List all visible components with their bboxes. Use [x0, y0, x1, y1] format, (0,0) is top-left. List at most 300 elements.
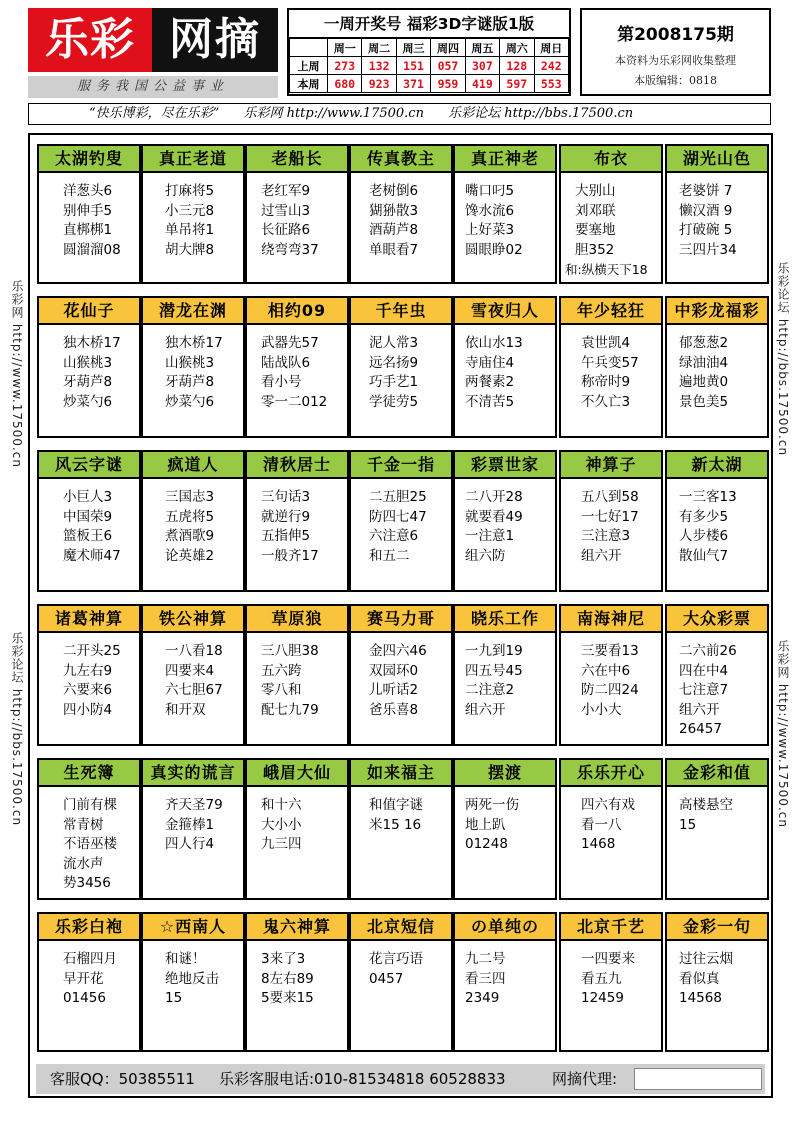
- riddle-card-title: 峨眉大仙: [247, 760, 347, 787]
- riddle-card: [559, 604, 663, 746]
- riddle-card: [665, 450, 769, 592]
- riddle-card-body: [39, 941, 139, 1009]
- riddle-line: 门前有棵: [63, 797, 117, 813]
- riddle-card-title: 传真教主: [351, 146, 451, 173]
- riddle-card-title: 潜龙在渊: [143, 298, 243, 325]
- riddle-line: 三注意3: [581, 528, 631, 544]
- riddle-line: 一九到19: [465, 643, 523, 659]
- riddle-line: 防二四24: [581, 682, 639, 698]
- riddle-card: [141, 758, 245, 900]
- riddle-card: [37, 758, 141, 900]
- riddle-line: 陆战队6: [261, 354, 311, 371]
- riddle-line: 打麻将5: [165, 183, 215, 199]
- riddle-card-body: [39, 325, 139, 412]
- riddle-line: 煮酒歌9: [165, 528, 215, 544]
- riddle-line: 地上趴: [465, 816, 506, 833]
- riddle-card: [665, 912, 769, 1052]
- riddle-card: [37, 912, 141, 1052]
- last-week-number: 307: [465, 57, 499, 75]
- riddle-card-title: 南海神尼: [561, 606, 661, 633]
- riddle-card: [349, 144, 453, 284]
- this-week-number: 553: [534, 75, 568, 93]
- riddle-card-body: [455, 787, 555, 855]
- riddle-line: 打破碗 5: [679, 222, 733, 238]
- riddle-line: 就要看49: [465, 508, 523, 525]
- riddle-card: [453, 144, 557, 284]
- issue-panel: [580, 8, 771, 96]
- riddle-line: 组六开: [465, 701, 506, 718]
- riddle-card-title: の单纯の: [455, 914, 555, 941]
- riddle-card-title: 北京短信: [351, 914, 451, 941]
- riddle-card-body: [247, 173, 347, 260]
- riddle-line: 12459: [581, 990, 624, 1006]
- riddle-card-body: [455, 325, 555, 412]
- last-week-number: 242: [534, 57, 568, 75]
- riddle-line: 一七好17: [581, 508, 639, 525]
- riddle-line: 组六防: [465, 547, 506, 564]
- riddle-line: 胆352: [575, 241, 615, 258]
- riddle-line: 15: [679, 816, 697, 833]
- footer-agent-label: 网摘代理:: [552, 1070, 618, 1088]
- agent-input-box[interactable]: [634, 1068, 762, 1090]
- riddle-line: 三句话3: [261, 489, 311, 505]
- issue-note: 本资料为乐彩网收集整理: [615, 54, 736, 67]
- riddle-line: 五虎将5: [165, 508, 215, 525]
- riddle-line: 三国志3: [165, 489, 215, 505]
- riddle-card: [559, 450, 663, 592]
- riddle-line: 长征路6: [261, 222, 311, 238]
- riddle-card-title: 真实的谎言: [143, 760, 243, 787]
- riddle-card-body: [667, 173, 767, 260]
- riddle-card-title: 清秋居士: [247, 452, 347, 479]
- riddle-line: 景色美5: [679, 393, 729, 410]
- riddle-card: [349, 296, 453, 438]
- last-week-number: 151: [396, 57, 430, 75]
- riddle-line: 四小防4: [63, 701, 113, 718]
- riddle-line: 老树倒6: [369, 183, 419, 199]
- last-week-number: 128: [500, 57, 534, 75]
- riddle-card: [37, 604, 141, 746]
- riddle-line: 七注意7: [679, 682, 729, 698]
- riddle-card-body: [39, 173, 139, 260]
- riddle-card-title: 北京千艺: [561, 914, 661, 941]
- riddle-line: 配七九79: [261, 701, 319, 718]
- riddle-line: 爸乐喜8: [369, 701, 419, 718]
- issue-editor: 本版编辑：0818: [634, 74, 717, 87]
- weekday-cell: 周二: [362, 39, 396, 57]
- riddle-line: 独木桥17: [63, 335, 121, 351]
- riddle-card-body: [561, 325, 661, 412]
- riddle-card-title: 真正老道: [143, 146, 243, 173]
- riddle-line: 大别山: [575, 183, 616, 199]
- weekday-cell: 周一: [328, 39, 362, 57]
- riddle-card-title: 中彩龙福彩: [667, 298, 767, 325]
- riddle-card-title: 千年虫: [351, 298, 451, 325]
- riddle-line: 二注意2: [465, 682, 515, 698]
- last-week-label: 上周: [290, 57, 328, 75]
- riddle-card: [453, 296, 557, 438]
- riddle-card: [141, 604, 245, 746]
- riddle-line: 胡大牌8: [165, 241, 215, 258]
- riddle-line: 袁世凯4: [581, 335, 631, 351]
- riddle-line: 势3456: [63, 875, 111, 891]
- riddle-line: 看一八: [581, 816, 622, 833]
- riddle-card: [453, 912, 557, 1052]
- riddle-card-body: [561, 787, 661, 855]
- riddle-line: 一八看18: [165, 643, 223, 659]
- riddle-line: 绝地反击: [165, 970, 219, 987]
- riddle-line: 组六开: [679, 701, 720, 718]
- lottery-panel: [287, 8, 571, 96]
- riddle-card-body: [561, 173, 661, 280]
- riddle-line: 圆溜溜08: [63, 241, 121, 258]
- riddle-card-title: 真正神老: [455, 146, 555, 173]
- riddle-card: [559, 296, 663, 438]
- riddle-line: 老婆饼 7: [679, 183, 733, 199]
- riddle-line: 寺庙住4: [465, 354, 515, 371]
- riddle-line: 六在中6: [581, 662, 631, 679]
- slogan-site-link[interactable]: 乐彩网 http://www.17500.cn: [243, 106, 424, 121]
- riddle-card-body: [143, 787, 243, 855]
- riddle-line: 武器先57: [261, 335, 319, 351]
- riddle-card-title: 年少轻狂: [561, 298, 661, 325]
- riddle-card-title: 老船长: [247, 146, 347, 173]
- riddle-line: 小巨人3: [63, 489, 113, 505]
- riddle-card: [665, 296, 769, 438]
- riddle-card: [559, 912, 663, 1052]
- riddle-line: 四五号45: [465, 662, 523, 679]
- riddle-line: 五指伸5: [261, 528, 311, 544]
- side-text-left-top: 乐彩网 http://www.17500.cn: [10, 280, 24, 468]
- riddle-line: 二八开28: [465, 489, 523, 505]
- riddle-line: 泥人常3: [369, 335, 419, 351]
- riddle-card: [349, 450, 453, 592]
- riddle-card-body: [39, 787, 139, 894]
- riddle-card: [245, 450, 349, 592]
- riddle-line: 学徒劳5: [369, 393, 419, 410]
- riddle-line: 中国荣9: [63, 508, 113, 525]
- riddle-card-title: 新太湖: [667, 452, 767, 479]
- riddle-card: [665, 604, 769, 746]
- weekday-cell: 周三: [396, 39, 430, 57]
- riddle-line: 老红军9: [261, 183, 311, 199]
- logo: [28, 8, 278, 96]
- riddle-card-body: [455, 173, 555, 260]
- riddle-card-title: 风云字谜: [39, 452, 139, 479]
- riddle-line: 单吊将1: [165, 222, 215, 238]
- riddle-line: 三八胆38: [261, 643, 319, 659]
- riddle-card-title: 相约09: [247, 298, 347, 325]
- riddle-line: 六要来6: [63, 682, 113, 698]
- riddle-card-title: 乐彩白袍: [39, 914, 139, 941]
- riddle-line: 常青树: [63, 816, 104, 833]
- riddle-card: [141, 144, 245, 284]
- corner-cell: [290, 39, 328, 57]
- riddle-line: 四要来4: [165, 662, 215, 679]
- lottery-title: 一周开奖号 福彩3D字谜版1版: [289, 10, 569, 38]
- side-text-right-top: 乐彩论坛 http://bbs.17500.cn: [776, 262, 790, 457]
- riddle-card: [453, 604, 557, 746]
- riddle-card: [453, 450, 557, 592]
- riddle-line: 郁葱葱2: [679, 335, 729, 351]
- riddle-line: 三要看13: [581, 643, 639, 659]
- riddle-card-title: 花仙子: [39, 298, 139, 325]
- riddle-line: 五六跨: [261, 662, 302, 679]
- riddle-line: 齐天圣79: [165, 797, 223, 813]
- riddle-line: 人步楼6: [679, 528, 729, 544]
- riddle-line: 二开头25: [63, 643, 121, 659]
- riddle-card-body: [143, 633, 243, 720]
- riddle-card-body: [143, 173, 243, 260]
- riddle-line: 和值字谜: [369, 797, 423, 813]
- riddle-line: 圆眼睁02: [465, 241, 523, 258]
- riddle-card-body: [247, 325, 347, 412]
- last-week-number: 057: [431, 57, 465, 75]
- riddle-card: [665, 144, 769, 284]
- weekday-cell: 周日: [534, 39, 568, 57]
- riddle-line: 两死一伤: [465, 797, 519, 813]
- riddle-line: 看似真: [679, 970, 720, 987]
- riddle-card-body: [667, 479, 767, 566]
- riddle-card: [245, 296, 349, 438]
- riddle-card: [559, 758, 663, 900]
- riddle-card: [141, 296, 245, 438]
- riddle-card-body: [351, 941, 451, 989]
- this-week-label: 本周: [290, 75, 328, 93]
- riddle-line: 5要来15: [261, 990, 314, 1006]
- riddle-card-title: 乐乐开心: [561, 760, 661, 787]
- riddle-line: 六七胆67: [165, 682, 223, 698]
- riddle-line: 九左右9: [63, 662, 113, 679]
- slogan-forum-link[interactable]: 乐彩论坛 http://bbs.17500.cn: [448, 106, 634, 121]
- riddle-line: 0457: [369, 970, 404, 987]
- riddle-card-title: 神算子: [561, 452, 661, 479]
- riddle-line: 和开双: [165, 701, 206, 718]
- riddle-card-body: [143, 325, 243, 412]
- riddle-line: 过往云烟: [679, 951, 733, 967]
- riddle-line: 和谜！: [165, 951, 206, 967]
- riddle-line: 六注意6: [369, 528, 419, 544]
- riddle-line: 8左右89: [261, 970, 314, 987]
- riddle-card-title: ☆西南人: [143, 914, 243, 941]
- logo-subtitle: 服务我国公益事业: [28, 76, 278, 98]
- weekday-cell: 周四: [431, 39, 465, 57]
- riddle-line: 花言巧语: [369, 951, 423, 967]
- riddle-line: 巧手艺1: [369, 374, 419, 390]
- riddle-card: [141, 450, 245, 592]
- riddle-grid: [28, 133, 773, 1098]
- riddle-line: 四在中4: [679, 662, 729, 679]
- riddle-card-body: [351, 787, 451, 835]
- riddle-line: 四人行4: [165, 836, 215, 852]
- riddle-line: 两餐素2: [465, 374, 515, 390]
- footer-bar: [36, 1064, 765, 1094]
- riddle-line: 一般齐17: [261, 547, 319, 564]
- riddle-line: 2349: [465, 990, 500, 1006]
- riddle-card-title: 金彩一句: [667, 914, 767, 941]
- riddle-line: 不语巫楼: [63, 836, 117, 852]
- riddle-card-title: 雪夜归人: [455, 298, 555, 325]
- riddle-card-title: 湖光山色: [667, 146, 767, 173]
- riddle-line: 九三四: [261, 836, 302, 852]
- riddle-card-title: 大众彩票: [667, 606, 767, 633]
- riddle-card: [37, 296, 141, 438]
- riddle-line: 看小号: [261, 374, 302, 390]
- riddle-card-body: [667, 325, 767, 412]
- last-week-number: 273: [328, 57, 362, 75]
- riddle-card: [349, 758, 453, 900]
- last-week-number: 132: [362, 57, 396, 75]
- riddle-line: 称帝时9: [581, 374, 631, 390]
- riddle-line: 散仙气7: [679, 547, 729, 564]
- riddle-card-title: 赛马力哥: [351, 606, 451, 633]
- riddle-line: 馋水流6: [465, 202, 515, 219]
- riddle-card-title: 草原狼: [247, 606, 347, 633]
- riddle-card: [245, 758, 349, 900]
- riddle-line: 26457: [679, 721, 722, 737]
- riddle-line: 儿听话2: [369, 682, 419, 698]
- riddle-line: 米15 16: [369, 816, 422, 833]
- riddle-line: 流水声: [63, 855, 104, 872]
- riddle-card-title: 太湖钓叟: [39, 146, 139, 173]
- riddle-line: 山猴桃3: [165, 354, 215, 371]
- riddle-card-title: 生死簿: [39, 760, 139, 787]
- riddle-card: [665, 758, 769, 900]
- riddle-card-body: [247, 941, 347, 1009]
- weekday-cell: 周五: [465, 39, 499, 57]
- riddle-card: [141, 912, 245, 1052]
- riddle-line: 四六有戏: [581, 797, 635, 813]
- riddle-card: [559, 144, 663, 284]
- riddle-line: 要塞地: [575, 222, 616, 238]
- riddle-card-title: 布衣: [561, 146, 661, 173]
- footer-phone: 乐彩客服电话:010-81534818 60528833: [219, 1070, 506, 1088]
- riddle-card-body: [351, 173, 451, 260]
- riddle-card-body: [561, 941, 661, 1009]
- riddle-line: 零八和: [261, 682, 302, 698]
- riddle-line: 别伸手5: [63, 202, 113, 219]
- riddle-line: 单眼看7: [369, 241, 419, 258]
- riddle-card-body: [455, 633, 555, 720]
- riddle-line: 小三元8: [165, 202, 215, 219]
- riddle-line: 论英雄2: [165, 547, 215, 564]
- footer-qq: 客服QQ：50385511: [50, 1070, 195, 1088]
- riddle-card-body: [39, 633, 139, 720]
- riddle-line: 猢狲散3: [369, 202, 419, 219]
- riddle-card-body: [667, 941, 767, 1009]
- riddle-line: 篮板王6: [63, 528, 113, 544]
- riddle-card-body: [143, 479, 243, 566]
- riddle-line: 二五胆25: [369, 489, 427, 505]
- logo-black-text: 网摘: [152, 8, 278, 72]
- riddle-line: 不清苦5: [465, 393, 515, 410]
- riddle-line: 二六前26: [679, 643, 737, 659]
- riddle-card-body: [351, 479, 451, 566]
- riddle-line: 大小小: [261, 816, 302, 833]
- riddle-line: 过雪山3: [261, 202, 311, 219]
- riddle-line: 组六开: [581, 547, 622, 564]
- this-week-number: 959: [431, 75, 465, 93]
- riddle-card-body: [561, 479, 661, 566]
- riddle-line: 金箍棒1: [165, 816, 215, 833]
- riddle-line: 炒菜勺6: [63, 393, 113, 410]
- riddle-card-title: 诸葛神算: [39, 606, 139, 633]
- riddle-card: [245, 144, 349, 284]
- riddle-line: 小小大: [581, 701, 622, 718]
- riddle-card: [349, 912, 453, 1052]
- riddle-card-title: 千金一指: [351, 452, 451, 479]
- logo-red-text: 乐彩: [28, 8, 152, 72]
- riddle-card-body: [351, 633, 451, 720]
- riddle-card-title: 鬼六神算: [247, 914, 347, 941]
- riddle-card-body: [351, 325, 451, 412]
- slogan-motto: “快乐博彩，尽在乐彩”: [89, 106, 220, 121]
- riddle-line: 午兵变57: [581, 354, 639, 371]
- this-week-number: 597: [500, 75, 534, 93]
- side-text-left-bottom: 乐彩论坛 http://bbs.17500.cn: [10, 632, 24, 827]
- riddle-line: 和五二: [369, 547, 410, 564]
- weekday-cell: 周六: [500, 39, 534, 57]
- riddle-card-body: [247, 787, 347, 855]
- lottery-table: [289, 38, 569, 93]
- riddle-line: 一四要来: [581, 951, 635, 967]
- riddle-line: 和:纵横天下18: [565, 262, 648, 277]
- riddle-card-body: [561, 633, 661, 720]
- riddle-card: [245, 604, 349, 746]
- riddle-line: 早开花: [63, 970, 104, 987]
- riddle-line: 魔术师47: [63, 547, 121, 564]
- riddle-line: 防四七47: [369, 508, 427, 525]
- riddle-line: 懒汉酒 9: [679, 202, 733, 219]
- riddle-line: 遍地黄0: [679, 374, 729, 390]
- riddle-line: 01456: [63, 990, 106, 1006]
- this-week-number: 419: [465, 75, 499, 93]
- riddle-line: 一三客13: [679, 489, 737, 505]
- riddle-line: 和十六: [261, 797, 302, 813]
- riddle-line: 依山水13: [465, 335, 523, 351]
- riddle-line: 15: [165, 990, 183, 1006]
- riddle-line: 绕弯弯37: [261, 241, 319, 258]
- riddle-card-body: [455, 941, 555, 1009]
- riddle-card: [37, 144, 141, 284]
- riddle-card-title: 晓乐工作: [455, 606, 555, 633]
- riddle-card-body: [667, 787, 767, 835]
- riddle-line: 就逆行9: [261, 508, 311, 525]
- riddle-line: 远名扬9: [369, 354, 419, 371]
- riddle-card: [453, 758, 557, 900]
- riddle-card-title: 铁公神算: [143, 606, 243, 633]
- this-week-number: 680: [328, 75, 362, 93]
- riddle-line: 双园环0: [369, 662, 419, 679]
- riddle-card: [37, 450, 141, 592]
- riddle-line: 炒菜勺6: [165, 393, 215, 410]
- riddle-line: 1468: [581, 836, 616, 852]
- riddle-line: 石榴四月: [63, 951, 117, 967]
- riddle-line: 一注意1: [465, 528, 515, 544]
- riddle-card-title: 疯道人: [143, 452, 243, 479]
- riddle-line: 3来了3: [261, 951, 306, 967]
- riddle-line: 看五九: [581, 970, 622, 987]
- riddle-line: 不久亡3: [581, 393, 631, 410]
- riddle-line: 牙葫芦8: [63, 374, 113, 390]
- riddle-card-body: [247, 633, 347, 720]
- riddle-line: 金四六46: [369, 643, 427, 659]
- riddle-line: 酒葫芦8: [369, 222, 419, 238]
- riddle-card: [245, 912, 349, 1052]
- riddle-line: 三四片34: [679, 241, 737, 258]
- this-week-number: 371: [396, 75, 430, 93]
- riddle-line: 独木桥17: [165, 335, 223, 351]
